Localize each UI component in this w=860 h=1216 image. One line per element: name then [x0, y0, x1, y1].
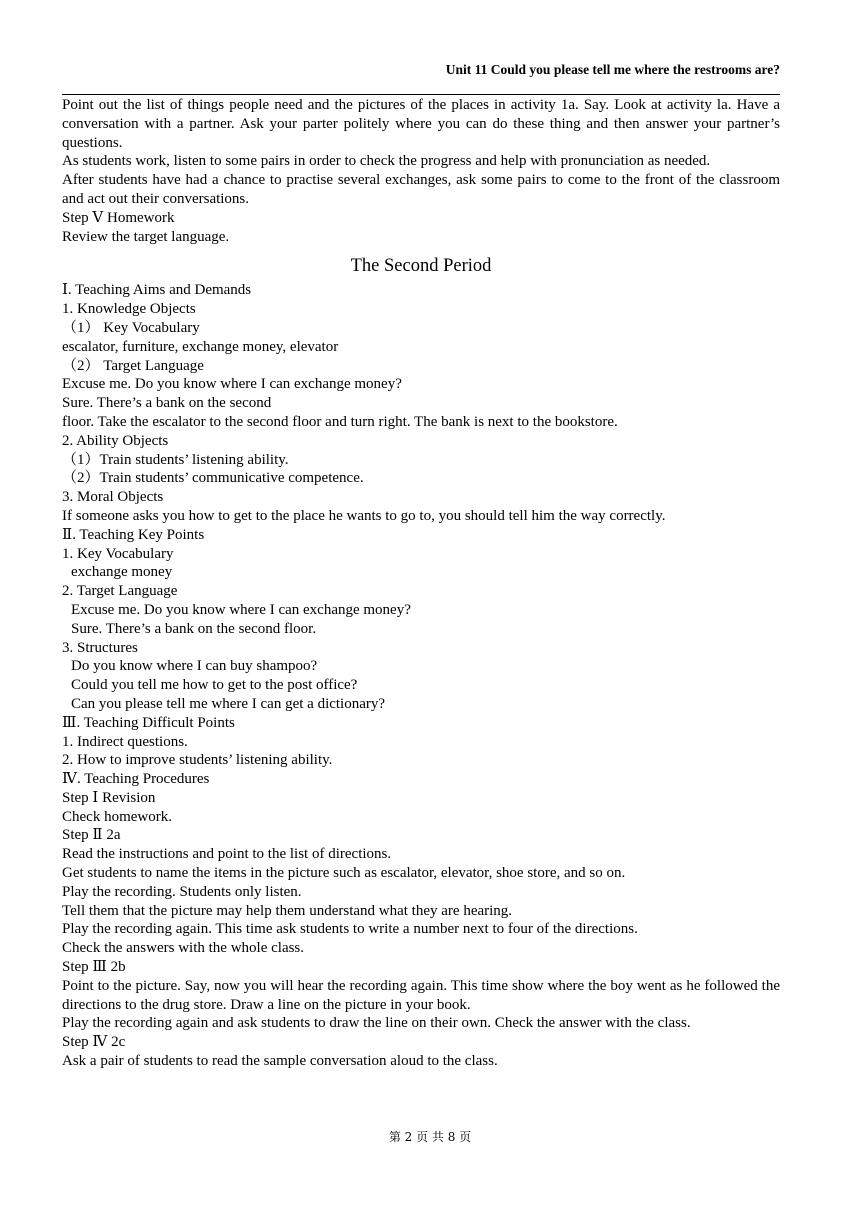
section-title: The Second Period — [350, 256, 492, 277]
roman-heading: Ⅳ. Teaching Procedures — [62, 771, 210, 788]
list-item: 1. Indirect questions. — [62, 733, 188, 750]
paragraph: Ask a pair of students to read the sample conversation aloud to the class. — [62, 1053, 498, 1070]
numbered-heading: 3. Structures — [62, 639, 138, 656]
list-item: 2. How to improve students’ listening ability. — [62, 752, 333, 769]
paragraph: Get students to name the items in the picture such as escalator, elevator, shoe store, and so on. — [62, 865, 626, 882]
page-footer: 第 2 页 共 8 页 — [388, 1130, 472, 1144]
paragraph: Excuse me. Do you know where I can exchange money? — [62, 376, 402, 393]
step-heading: Step Ⅰ Revision — [62, 789, 156, 806]
step-heading: Step Ⅳ 2c — [62, 1034, 126, 1051]
paragraph: Point out the list of things people need and the pictures of the places in activity 1a. Say. Look at activity la. Have a conversation with a partner. Ask your parter politely where you can do these thing and then answer your partner’s questions. — [62, 97, 780, 151]
paragraph: escalator, furniture, exchange money, elevator — [62, 338, 339, 355]
paragraph: exchange money — [71, 564, 173, 581]
roman-heading: Ⅲ. Teaching Difficult Points — [62, 714, 235, 731]
header-rule — [62, 94, 780, 95]
numbered-heading: 2. Target Language — [62, 583, 178, 600]
paragraph: Sure. There’s a bank on the second — [62, 395, 272, 412]
paragraph: Play the recording again and ask students to draw the line on their own. Check the answer with the class. — [62, 1015, 691, 1032]
paragraph: Play the recording again. This time ask students to write a number next to four of the directions. — [62, 921, 638, 938]
numbered-heading: 1. Key Vocabulary — [62, 545, 174, 562]
paragraph: Do you know where I can buy shampoo? — [71, 658, 318, 675]
sub-heading: （1） Key Vocabulary — [62, 319, 200, 336]
step-heading: Step Ⅲ 2b — [62, 959, 126, 976]
step-heading: Step Ⅴ Homework — [62, 209, 175, 226]
roman-heading: Ⅱ. Teaching Key Points — [62, 526, 205, 543]
paragraph: Check homework. — [62, 808, 172, 825]
paragraph: Review the target language. — [62, 228, 230, 245]
paragraph: Excuse me. Do you know where I can exchange money? — [71, 601, 411, 618]
list-item: （1）Train students’ listening ability. — [62, 451, 289, 468]
paragraph: Point to the picture. Say, now you will hear the recording again. This time show where the boy went as he followed the directions to the drug store. Draw a line on the picture in your book. — [62, 977, 780, 1013]
paragraph: If someone asks you how to get to the place he wants to go to, you should tell him the way correctly. — [62, 507, 666, 524]
paragraph: Play the recording. Students only listen. — [62, 883, 302, 900]
page-header: Unit 11 Could you please tell me where the restrooms are? — [445, 62, 780, 77]
paragraph: floor. Take the escalator to the second floor and turn right. The bank is next to the bookstore. — [62, 413, 618, 430]
list-item: （2）Train students’ communicative competence. — [62, 470, 364, 487]
paragraph: Can you please tell me where I can get a dictionary? — [71, 695, 386, 712]
paragraph: Tell them that the picture may help them understand what they are hearing. — [62, 902, 513, 919]
paragraph: Check the answers with the whole class. — [62, 940, 305, 957]
numbered-heading: 3. Moral Objects — [62, 489, 164, 506]
numbered-heading: 1. Knowledge Objects — [62, 301, 196, 318]
document-body — [62, 96, 780, 1071]
numbered-heading: 2. Ability Objects — [62, 432, 169, 449]
sub-heading: （2） Target Language — [62, 357, 204, 374]
step-heading: Step Ⅱ 2a — [62, 827, 121, 844]
paragraph: Sure. There’s a bank on the second floor. — [71, 620, 317, 637]
paragraph: As students work, listen to some pairs in order to check the progress and help with pronunciation as needed. — [62, 153, 711, 170]
paragraph: After students have had a chance to practise several exchanges, ask some pairs to come to the front of the classroom and act out their conversations. — [62, 172, 780, 207]
paragraph: Read the instructions and point to the list of directions. — [62, 846, 392, 863]
roman-heading: Ⅰ. Teaching Aims and Demands — [62, 282, 252, 299]
paragraph: Could you tell me how to get to the post office? — [71, 677, 358, 694]
